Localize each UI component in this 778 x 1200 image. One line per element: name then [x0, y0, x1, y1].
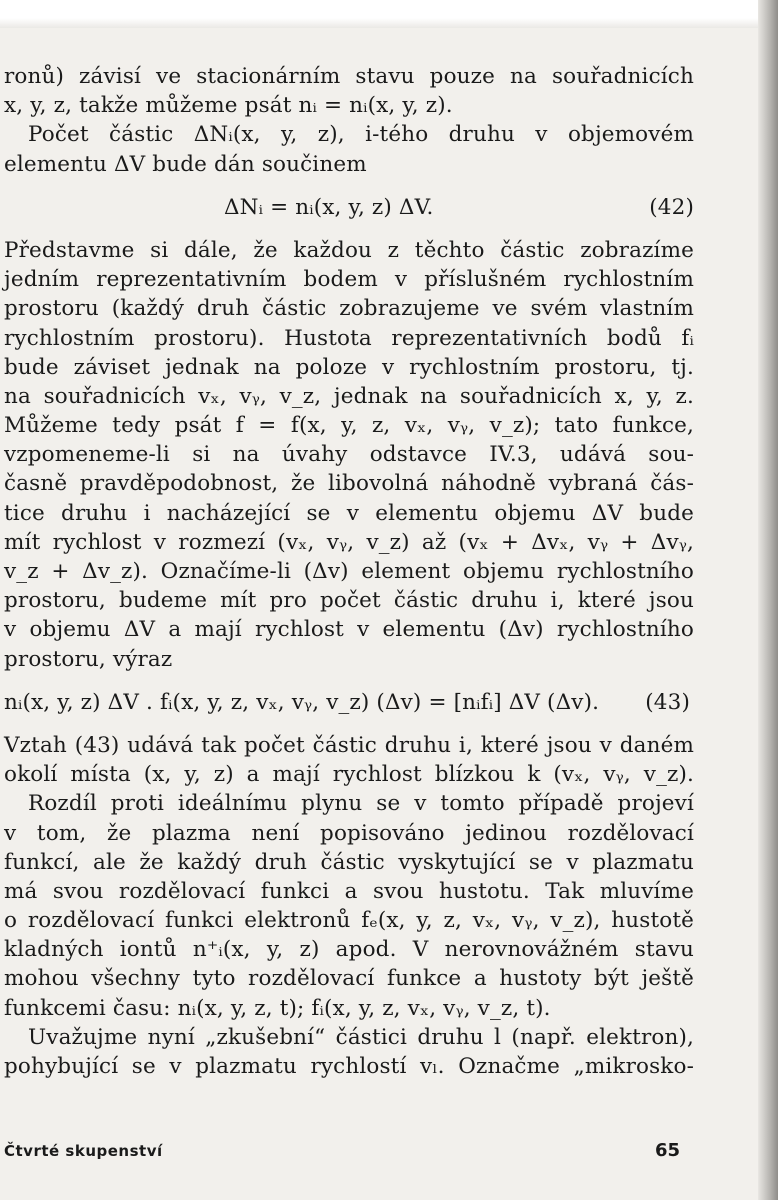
text-line: elementu ΔV bude dán součinem: [4, 151, 367, 177]
text-line: Rozdíl proti ideálnímu plynu se v tomto případě projeví: [28, 791, 694, 817]
text-line: v objemu ΔV a mají rychlost v elementu (Δv) rychlostního: [4, 617, 694, 643]
text-line: mít rychlost v rozmezí (vₓ, vᵧ, v_z) až (vₓ + Δvₓ, vᵧ + Δvᵧ,: [4, 529, 694, 555]
text-line: pohybující se v plazmatu rychlostí vₗ. Označme „mikrosko-: [4, 1054, 694, 1079]
text-line: funkcí, ale že každý druh částic vyskytující se v plazmatu: [4, 849, 694, 875]
text-line: okolí místa (x, y, z) a mají rychlost blízkou k (vₓ, vᵧ, v_z).: [4, 762, 694, 788]
equation-number: (42): [649, 194, 694, 220]
text-line: o rozdělovací funkci elektronů fₑ(x, y, z, vₓ, vᵧ, v_z), hustotě: [4, 908, 694, 934]
text-line: časně pravděpodobnost, že libovolná náhodně vybraná čás-: [4, 471, 694, 497]
equation-42: [4, 193, 694, 222]
text-line: Uvažujme nyní „zkušební“ částici druhu l (např. elektron),: [28, 1024, 694, 1050]
text-line: tice druhu i nacházející se v elementu objemu ΔV bude: [4, 500, 694, 526]
text-line: prostoru, budeme mít pro počet částic druhu i, které jsou: [4, 588, 694, 614]
page-number: 65: [654, 1140, 680, 1161]
running-footer-title: Čtvrté skupenství: [4, 1142, 163, 1160]
text-line: vzpomeneme-li si na úvahy odstavce IV.3, udává sou-: [4, 442, 694, 468]
equation-formula: ΔNᵢ = nᵢ(x, y, z) ΔV.: [224, 194, 434, 220]
equation-formula: nᵢ(x, y, z) ΔV . fᵢ(x, y, z, vₓ, vᵧ, v_z) (Δv) = [nᵢfᵢ] ΔV (Δv).: [4, 689, 600, 715]
text-line: prostoru (každý druh částic zobrazujeme ve svém vlastním: [4, 296, 694, 322]
text-line: Vztah (43) udává tak počet částic druhu i, které jsou v daném: [4, 732, 694, 758]
text-line: funkcemi času: nᵢ(x, y, z, t); fᵢ(x, y, z, vₓ, vᵧ, v_z, t).: [4, 995, 551, 1021]
text-line: rychlostním prostoru). Hustota reprezentativních bodů fᵢ: [4, 325, 694, 351]
text-line: na souřadnicích vₓ, vᵧ, v_z, jednak na souřadnicích x, y, z.: [4, 383, 694, 409]
text-line: v tom, že plazma není popisováno jedinou rozdělovací: [4, 820, 694, 846]
scan-top-margin: [0, 0, 778, 30]
equation-number: (43): [645, 689, 690, 715]
text-line: ronů) závisí ve stacionárním stavu pouze na souřadnicích: [4, 64, 694, 89]
page-footer: [0, 1138, 690, 1168]
body-text: [4, 62, 694, 1081]
text-line: v_z + Δv_z). Označíme-li (Δv) element objemu rychlostního: [4, 559, 694, 584]
text-line: prostoru, výraz: [4, 646, 173, 672]
text-line: kladných iontů n⁺ᵢ(x, y, z) apod. V nerovnovážném stavu: [4, 937, 694, 963]
text-line: má svou rozdělovací funkci a svou hustotu. Tak mluvíme: [4, 878, 694, 904]
text-line: Můžeme tedy psát f = f(x, y, z, vₓ, vᵧ, v_z); tato funkce,: [4, 413, 694, 439]
text-line: mohou všechny tyto rozdělovací funkce a hustoty být ještě: [4, 966, 694, 992]
text-line: Představme si dále, že každou z těchto částic zobrazíme: [4, 237, 694, 263]
text-line: bude záviset jednak na poloze v rychlostním prostoru, tj.: [4, 354, 694, 380]
equation-43: [4, 688, 694, 717]
text-line: Počet částic ΔNᵢ(x, y, z), i-tého druhu v objemovém: [28, 122, 694, 148]
text-line: jedním reprezentativním bodem v příslušném rychlostním: [4, 267, 694, 293]
text-line: x, y, z, takže můžeme psát nᵢ = nᵢ(x, y, z).: [4, 93, 453, 119]
page-binding-shadow: [758, 0, 778, 1200]
